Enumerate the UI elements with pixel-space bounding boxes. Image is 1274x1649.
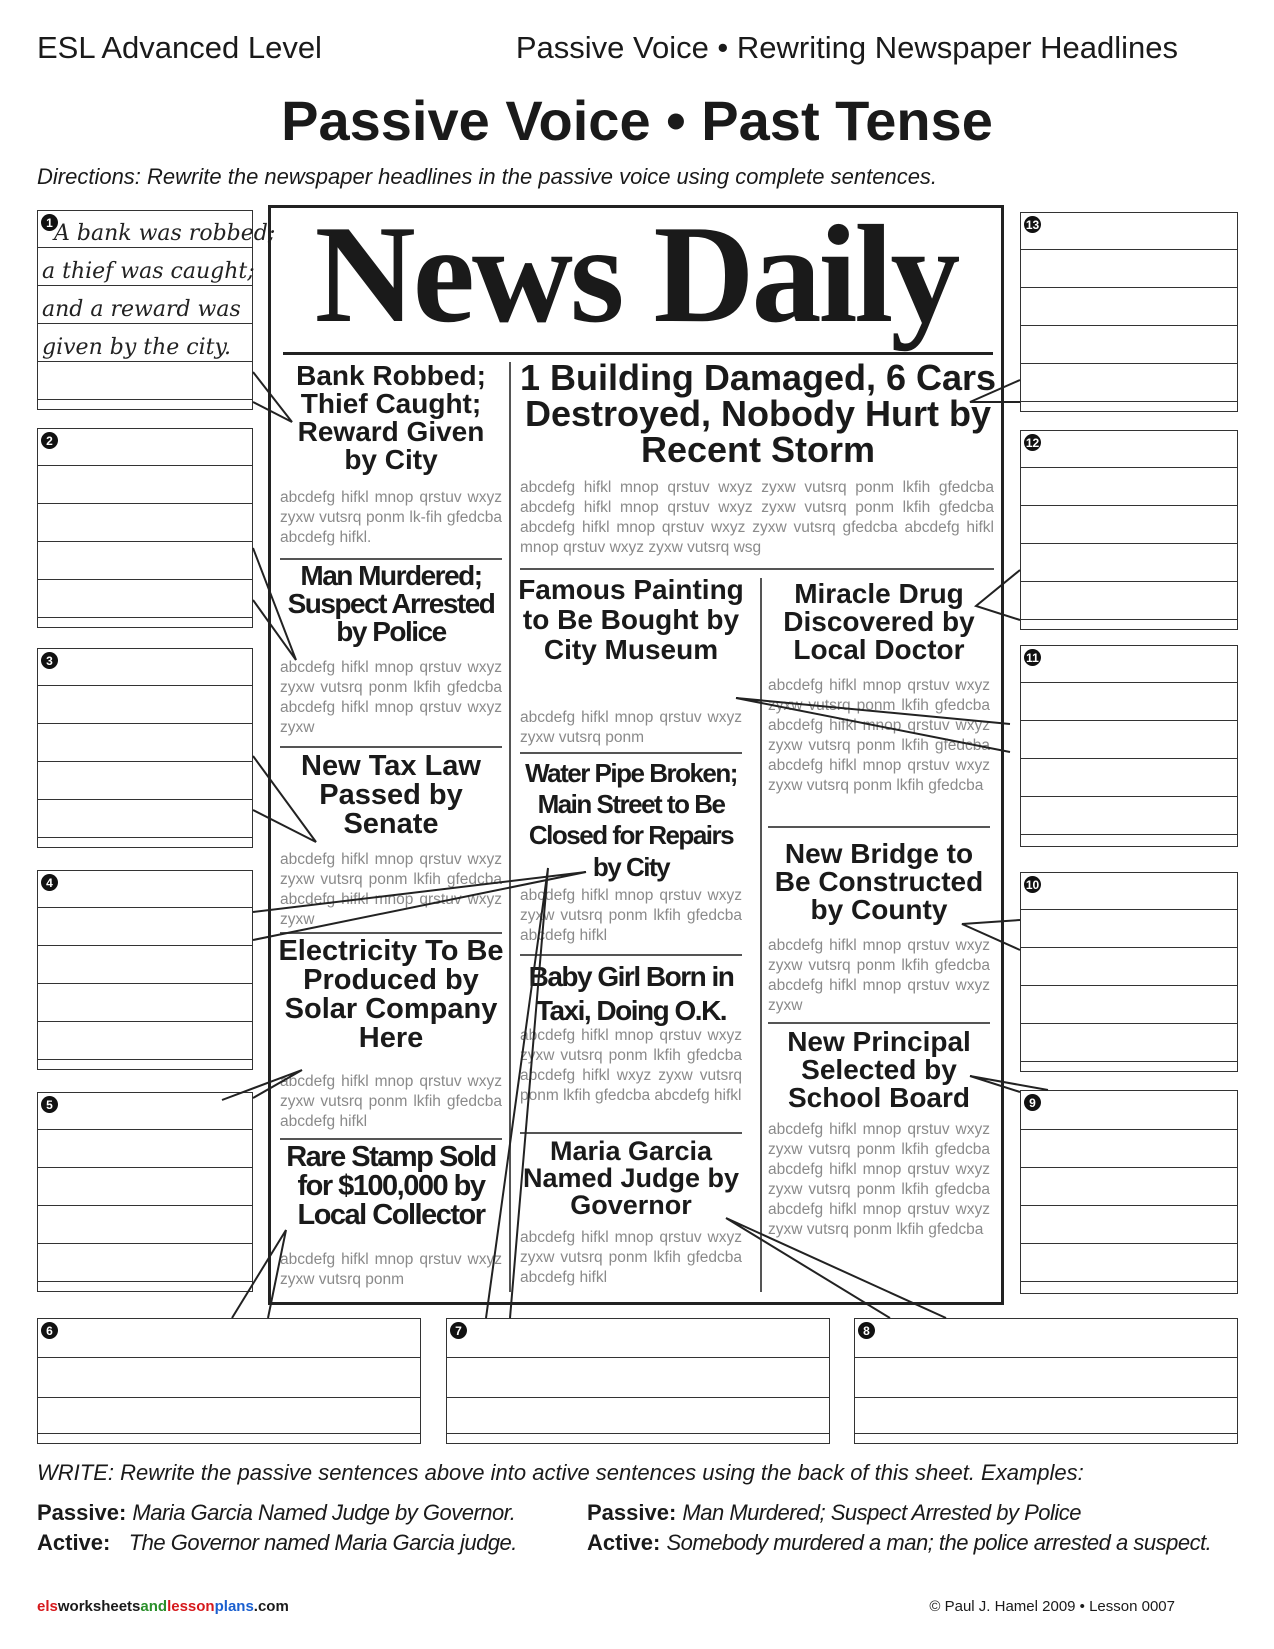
passive-example: Man Murdered; Suspect Arrested by Police — [682, 1500, 1082, 1525]
article-filler: abcdefg hifkl mnop qrstuv wxyz zyxw vutsrq ponm lkfih gfedcba abcdefg hifkl — [520, 887, 742, 944]
article-filler: abcdefg hifkl mnop qrstuv wxyz zyxw vutsrq ponm lkfih gfedcba abcdefg hifkl mnop qrstuv wxyz zyxw — [280, 659, 502, 736]
answer-box-10[interactable] — [1020, 872, 1238, 1072]
active-example: Somebody murdered a man; the police arrested a suspect. — [666, 1530, 1212, 1555]
number-badge: 3 — [41, 652, 58, 669]
number-badge: 9 — [1024, 1094, 1041, 1111]
copyright: © Paul J. Hamel 2009 • Lesson 0007 — [929, 1598, 1175, 1615]
level-label: ESL Advanced Level — [37, 30, 322, 65]
website-part: els — [37, 1598, 58, 1615]
article-filler: abcdefg hifkl mnop qrstuv wxyz zyxw vutsrq ponm lk-fih gfedcba abcdefg hifkl. — [280, 489, 502, 546]
handwritten-answer-line: A bank was robbed; — [54, 221, 276, 246]
article-filler: abcdefg hifkl mnop qrstuv wxyz zyxw vutsrq ponm lkfih gfedcba abcdefg hifkl — [520, 1229, 742, 1286]
number-badge: 13 — [1025, 217, 1040, 232]
example-passive-2 — [587, 1500, 1081, 1526]
active-label: Active: — [37, 1530, 111, 1555]
answer-box-9[interactable] — [1020, 1090, 1238, 1294]
handwritten-answer-line: given by the city. — [42, 335, 231, 360]
article-filler: abcdefg hifkl mnop qrstuv wxyz zyxw vutsrq ponm lkfih gfedcba abcdefg hifkl — [280, 1073, 502, 1130]
website-part: worksheets — [57, 1598, 141, 1615]
article-rule — [768, 1022, 990, 1024]
topic-label: Passive Voice • Rewriting Newspaper Headlines — [515, 30, 1178, 65]
answer-box-7[interactable] — [446, 1318, 830, 1444]
answer-box-6[interactable] — [37, 1318, 421, 1444]
article-filler: abcdefg hifkl mnop qrstuv wxyz zyxw vutsrq ponm lkfih gfedcba abcdefg hifkl wxyz zyxw vutsrq ponm lkfih gfedcba abcdefg hifkl — [520, 1027, 742, 1104]
answer-box-12[interactable] — [1020, 430, 1238, 630]
passive-label: Passive: — [37, 1500, 127, 1525]
headline-principal: New Principal Selected by School Board — [787, 1026, 971, 1113]
column-divider — [760, 578, 762, 1292]
answer-box-3[interactable] — [37, 648, 253, 848]
article-rule — [520, 1132, 742, 1134]
headline-storm: 1 Building Damaged, 6 Cars Destroyed, Nobody Hurt by Recent Storm — [519, 357, 997, 470]
article-rule — [280, 1138, 502, 1140]
number-badge: 1 — [41, 214, 58, 231]
number-badge: 6 — [41, 1322, 58, 1339]
example-active-1 — [37, 1530, 517, 1556]
number-badge: 4 — [41, 874, 58, 891]
article-filler: abcdefg hifkl mnop qrstuv wxyz zyxw vutsrq ponm lkfih gfedcba abcdefg hifkl mnop qrstuv wxyz zyxw vutsrq ponm lkfih gfedcba abcdefg hifkl mnop qrstuv wxyz zyxw vutsrq ponm lkfih gfedcba — [768, 1121, 990, 1238]
number-badge: 11 — [1024, 649, 1041, 666]
article-filler: abcdefg hifkl mnop qrstuv wxyz zyxw vutsrq ponm — [280, 1251, 502, 1288]
write-instruction: WRITE: Rewrite the passive sentences above into active sentences using the back of this sheet. Examples: — [37, 1460, 1084, 1485]
headline-painting: Famous Painting to Be Bought by City Museum — [518, 574, 744, 666]
article-filler: abcdefg hifkl mnop qrstuv wxyz zyxw vutsrq ponm lkfih gfedcba abcdefg hifkl mnop qrstuv wxyz zyxw — [768, 937, 990, 1014]
website-part: and — [140, 1598, 168, 1615]
headline-electricity: Electricity To Be Produced by Solar Company Here — [278, 935, 504, 1054]
article-filler: abcdefg hifkl mnop qrstuv wxyz zyxw vutsrq ponm lkfih gfedcba abcdefg hifkl mnop qrstuv wxyz zyxw — [280, 851, 502, 928]
number-badge: 12 — [1025, 435, 1040, 450]
answer-box-13[interactable] — [1020, 212, 1238, 412]
handwritten-answer-line: and a reward was — [42, 297, 241, 322]
example-active-2 — [587, 1530, 1211, 1556]
active-label: Active: — [587, 1530, 661, 1555]
example-passive-1 — [37, 1500, 515, 1526]
answer-box-4[interactable] — [37, 870, 253, 1070]
website-part: .com — [253, 1598, 289, 1615]
answer-box-2[interactable] — [37, 428, 253, 628]
number-badge: 5 — [41, 1096, 58, 1113]
article-rule — [280, 932, 502, 934]
answer-box-1[interactable] — [37, 210, 276, 410]
number-badge: 7 — [450, 1322, 467, 1339]
website-part: lesson — [167, 1598, 215, 1615]
article-rule — [768, 826, 990, 828]
passive-label: Passive: — [587, 1500, 677, 1525]
active-example: The Governor named Maria Garcia judge. — [128, 1530, 517, 1555]
article-rule — [520, 954, 742, 956]
headline-tax-law: New Tax Law Passed by Senate — [301, 750, 481, 840]
passive-example: Maria Garcia Named Judge by Governor. — [132, 1500, 516, 1525]
website-part: plans — [214, 1598, 254, 1615]
page-title: Passive Voice • Past Tense — [281, 89, 993, 152]
answer-box-5[interactable] — [37, 1092, 253, 1292]
masthead-rule — [283, 352, 993, 355]
headline-judge: Maria Garcia Named Judge by Governor — [522, 1136, 740, 1220]
headline-stamp: Rare Stamp Sold for $100,000 by Local Collector — [286, 1141, 496, 1231]
headline-murder: Man Murdered; Suspect Arrested by Police — [287, 560, 495, 647]
handwritten-answer-line: a thief was caught; — [42, 259, 255, 284]
number-badge: 10 — [1025, 877, 1040, 892]
headline-bank: Bank Robbed; Thief Caught; Reward Given by City — [296, 360, 486, 475]
column-divider — [509, 362, 511, 1292]
website-link[interactable] — [37, 1598, 289, 1615]
answer-box-11[interactable] — [1020, 645, 1238, 847]
headline-bridge: New Bridge to Be Constructed by County — [774, 838, 984, 925]
number-badge: 8 — [858, 1322, 875, 1339]
number-badge: 2 — [41, 432, 58, 449]
article-rule — [520, 568, 994, 570]
directions: Directions: Rewrite the newspaper headlines in the passive voice using complete sentences. — [37, 164, 938, 189]
newspaper-masthead: News Daily — [314, 197, 958, 352]
headline-water-pipe: Water Pipe Broken; Main Street to Be Closed for Repairs by City — [525, 758, 737, 882]
headline-miracle-drug: Miracle Drug Discovered by Local Doctor — [783, 578, 975, 665]
article-filler: abcdefg hifkl mnop qrstuv wxyz zyxw vutsrq ponm lkfih gfedcba abcdefg hifkl mnop qrstuv wxyz zyxw vutsrq ponm lkfih gfedcba abcdefg hifkl mnop qrstuv wxyz zyxw vutsrq gfedcba abcdefg hifkl mnop qrstuv wxyz zyxw vutsrq wsg — [520, 479, 994, 556]
article-rule — [520, 752, 742, 754]
article-filler: abcdefg hifkl mnop qrstuv wxyz zyxw vutsrq ponm — [520, 709, 742, 746]
answer-box-8[interactable] — [854, 1318, 1238, 1444]
article-rule — [280, 746, 502, 748]
headline-baby: Baby Girl Born in Taxi, Doing O.K. — [528, 961, 734, 1026]
article-filler: abcdefg hifkl mnop qrstuv wxyz zyxw vutsrq ponm lkfih gfedcba abcdefg hifkl mnop qrstuv wxyz zyxw vutsrq ponm lkfih gfedcba abcdefg hifkl mnop qrstuv wxyz zyxw vutsrq ponm lkfih gfedcba — [768, 677, 990, 794]
